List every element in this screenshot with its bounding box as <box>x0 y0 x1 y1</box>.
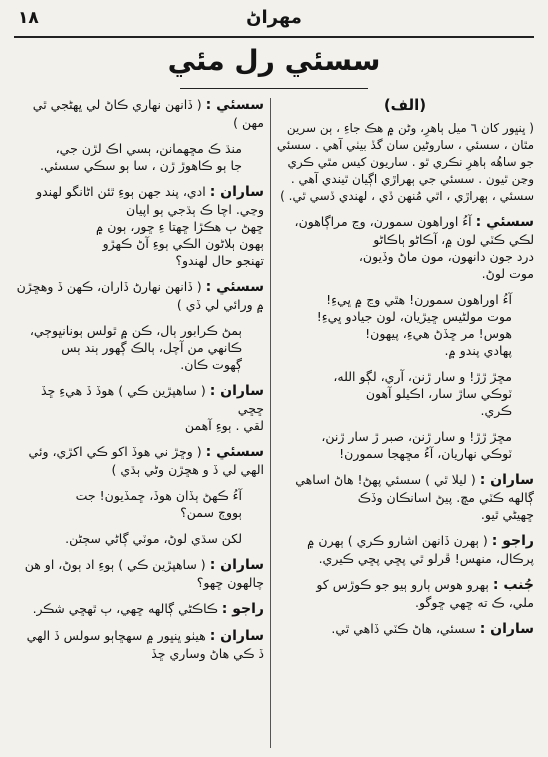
line-text: منڌ ڪ مڇهمانن، ٻسي اڪ لڙن جي، <box>55 141 242 156</box>
dialogue-line <box>276 594 534 611</box>
dialogue-line <box>14 96 264 114</box>
dialogue-line <box>14 140 264 157</box>
dialogue-block <box>14 183 264 269</box>
dialogue-line <box>276 385 534 402</box>
dialogue-line <box>276 489 534 506</box>
line-text: ملي، ڪ ته ڇهي ڇوگو. <box>414 595 534 610</box>
speaker-name: راجو : <box>221 601 264 617</box>
line-text: ڳالهه ڪٽي مڇ. پيڻ اسانڪان وڏڪ <box>357 490 534 505</box>
dialogue-block <box>14 140 264 174</box>
dialogue-line <box>276 308 534 325</box>
speaker-name: ساران : <box>479 621 534 637</box>
dialogue-line <box>14 574 264 591</box>
dialogue-line <box>14 627 264 645</box>
dialogue-block <box>276 576 534 611</box>
speaker-name: ساران : <box>209 628 264 644</box>
dialogue-line <box>14 356 264 373</box>
dialogue-line <box>14 504 264 521</box>
speaker-name: راجو : <box>491 533 534 549</box>
dialogue-block <box>14 96 264 131</box>
dialogue-line <box>276 506 534 523</box>
speaker-name: جُنب : <box>492 577 534 593</box>
chapter-title: سسئي رل مئي <box>167 44 381 77</box>
speaker-name: سسئي : <box>205 444 264 460</box>
dialogue-line <box>276 550 534 567</box>
line-text: مڇڙ ڙڙ! و سار ڙنن، آري، لڳو الله، <box>333 369 512 384</box>
right-column <box>276 96 534 647</box>
dialogue-block <box>14 530 264 547</box>
dialogue-line <box>276 213 534 231</box>
line-text: موت لوڻ. <box>481 266 534 281</box>
dialogue-block <box>14 443 264 478</box>
line-text: ڳهوت ڪان. <box>180 357 242 372</box>
speaker-name: ساران : <box>479 472 534 488</box>
header-rule <box>14 36 534 38</box>
line-text: ( ٻهرن ڏانهن اشارو ڪري ) ٻهرن ۾ <box>307 533 488 548</box>
dialogue-line <box>276 265 534 282</box>
dialogue-line <box>276 620 534 638</box>
dialogue-block <box>14 627 264 662</box>
line-text: ٽوڪي ساڙ سار، اڪيلو آهون <box>365 386 512 401</box>
dialogue-block <box>14 278 264 313</box>
line-text: ۾ ورائي لي ڏي ) <box>176 297 264 312</box>
dialogue-block <box>14 556 264 591</box>
line-text: سسئي، هاڻ ڪٽي ڏاهي ٿي. <box>331 621 476 636</box>
line-text: مهن ) <box>233 115 264 130</box>
line-text: ڏ ڪي هاڻ وساري ڇڏ <box>151 646 264 661</box>
speaker-name: ساران : <box>209 184 264 200</box>
dialogue-line <box>276 248 534 265</box>
line-text: درد جون دانهون، مون ماڻ وڏيون، <box>358 249 534 264</box>
line-text: پرڪال، منهس! ڦرلو ٿي پڇي پڇي ڪيري. <box>318 551 534 566</box>
dialogue-line <box>276 445 534 462</box>
line-text: ( ڏانهن نهاري ڪاڻ لي ڀهڻجي ٿي <box>32 97 202 112</box>
line-text: ٻمڻ ڪرابور ٻال، ڪن ۾ ٿولس ٻونانڀوڄي، <box>29 323 242 338</box>
dialogue-line <box>14 443 264 461</box>
dialogue-line <box>14 183 264 201</box>
line-text: آءُ اوراهون سمورن، وڃ مراڳاهون، <box>294 214 472 229</box>
right-speeches <box>276 213 534 638</box>
title-underline <box>180 88 368 89</box>
dialogue-line <box>276 231 534 248</box>
dialogue-block <box>276 213 534 282</box>
speaker-name: سسئي : <box>475 214 534 230</box>
dialogue-line <box>14 417 264 434</box>
dialogue-line <box>276 471 534 489</box>
line-text: ( ساهپڙين ڪي ) هوڏ ڏ هيءِ ڇڏ ڇڇي <box>40 383 264 416</box>
dialogue-line <box>14 600 264 618</box>
line-text: ڇهيڻي ٿيو. <box>480 507 534 522</box>
page-number: ١٨ <box>18 8 39 28</box>
dialogue-line <box>276 428 534 445</box>
dialogue-line <box>14 157 264 174</box>
line-text: ٽوڪي نهاريان، آءُ مڇهجا سمورن! <box>339 446 512 461</box>
speaker-name: ساران : <box>209 557 264 573</box>
running-title: مهراڻ <box>246 7 302 28</box>
dialogue-line <box>14 339 264 356</box>
dialogue-line <box>14 530 264 547</box>
stage-direction: ( ڀنڀور کان ٦ ميل ٻاهرِ، وڻن ۾ هڪ جاءِ ، ٻن سرين مٿان ، سسئي ، ساروڻين سان گڏ بيٺي آهي . سسئي جو ساهُه ٻاهرِ نڪري ٿو . ساريون کيس مٿي ڪري وڃن ٿيون . سسئي جي ٻهراڙي اڳيان ٿيندي آهي . سسئي ، ٻهراڙي ، اٿي مُنهن ڏي ، لهندي ڏسي ٿي. ) <box>276 121 534 203</box>
speaker-name: سسئي : <box>205 279 264 295</box>
dialogue-block <box>276 620 534 638</box>
dialogue-line <box>14 487 264 504</box>
line-text: موت مولڻيس ڇيڙيان، لون جيادو ڀيءِ! <box>316 309 512 324</box>
dialogue-line <box>14 556 264 574</box>
dialogue-line <box>276 291 534 308</box>
dialogue-line <box>14 235 264 252</box>
line-text: آءُ ڪهڻ ٻڏان هوڏ، ڇمڏيون! جت <box>75 488 242 503</box>
page-header <box>10 4 538 34</box>
dialogue-line <box>14 382 264 417</box>
dialogue-block <box>14 382 264 434</box>
line-text: لقي . ٻوءِ آهمن <box>184 418 264 433</box>
dialogue-line <box>14 461 264 478</box>
line-text: جا ٻو ڪاهوڙ ڙن ، سا ٻو سڪي سسئي. <box>39 158 242 173</box>
dialogue-line <box>14 645 264 662</box>
line-text: هيٺو ڀنڀور ۾ سهڇاٻو سولس ڏ الهي <box>26 628 206 643</box>
dialogue-block <box>276 471 534 523</box>
dialogue-line <box>276 532 534 550</box>
line-text: ٻووڄ سمن؟ <box>180 505 242 520</box>
section-heading: (الف) <box>383 96 427 114</box>
line-text: ٻهرو هوس ٻارو ٻيو جو ڪوڙس کو <box>316 577 489 592</box>
dialogue-line <box>276 576 534 594</box>
speaker-name: سسئي : <box>205 97 264 113</box>
line-text: وڃي. اچا ڪ ٻڌجي ٻو اپيان <box>125 202 264 217</box>
line-text: چالهون ڇهو؟ <box>196 575 264 590</box>
line-text: ڪاڪڻي ڳالهه ڇهي، ٻ ٿهڇي شڪر. <box>32 601 218 616</box>
column-divider <box>270 98 271 748</box>
dialogue-line <box>14 278 264 296</box>
line-text: آءُ اوراهون سمورن! هٿي وڃ ۾ ڀيءِ! <box>326 292 512 307</box>
line-text: ( ڏانهن نهارڻ ڏاران، ڪهن ڏ وهڇڙن <box>16 279 202 294</box>
dialogue-line <box>14 201 264 218</box>
dialogue-block <box>276 368 534 419</box>
dialogue-block <box>14 487 264 521</box>
dialogue-line <box>276 368 534 385</box>
left-speeches <box>14 96 264 662</box>
line-text: تهنجو حال لهندو؟ <box>175 253 264 268</box>
dialogue-line <box>276 402 534 419</box>
line-text: پهادي پندو ۾. <box>444 343 512 358</box>
dialogue-line <box>14 114 264 131</box>
dialogue-block <box>14 600 264 618</box>
line-text: ڪري. <box>480 403 512 418</box>
dialogue-block <box>276 428 534 462</box>
left-column <box>14 96 264 671</box>
dialogue-block <box>276 532 534 567</box>
line-text: مڇڙ ڙڙ! و سار ڙنن، صبر ڙ سار ڙنن، <box>321 429 512 444</box>
dialogue-line <box>14 218 264 235</box>
line-text: الهي لي ڏ و هڇڙن وڻي ٻڌي ) <box>111 462 264 477</box>
line-text: ڪانهي من آچل، ٻالڪ ڳهور ٻند ٻس <box>61 340 242 355</box>
line-text: ( ساهپڙين ڪي ) ٻوءِ اد ٻوڻ، او هن <box>24 557 206 572</box>
dialogue-line <box>276 342 534 359</box>
dialogue-line <box>14 322 264 339</box>
speaker-name: ساران : <box>209 383 264 399</box>
line-text: ڇهڻ ٻ هڪڙا ڇهتا ءِ ڇور، ٻون ۾ <box>95 219 264 234</box>
line-text: هوس! مر ڇڏڻ هيءِ، پيهون! <box>365 326 512 341</box>
line-text: ( ليلا ٿي ) سسئي پهڻ! هاڻ اساهي <box>295 472 476 487</box>
line-text: لکن سڌي لوڻ، موٽي ڳاڻي سڄڻن. <box>65 531 242 546</box>
line-text: ( وڇڙ ني هوڏ اکو ڪي اکڙي، وئي <box>28 444 202 459</box>
dialogue-line <box>14 296 264 313</box>
line-text: لڪي ڪٽي لون ۾، آڪاڻو ٻاڪاڻو <box>373 232 534 247</box>
dialogue-block <box>276 291 534 359</box>
line-text: ادي، پند جهن ٻوءِ ٿئن اڻانگو لهندو <box>36 184 206 199</box>
dialogue-line <box>14 252 264 269</box>
dialogue-block <box>14 322 264 373</box>
dialogue-line <box>276 325 534 342</box>
line-text: ٻهون ٻلاڻون الڪي ٻوءِ آڻ ڪهڙو <box>102 236 264 251</box>
